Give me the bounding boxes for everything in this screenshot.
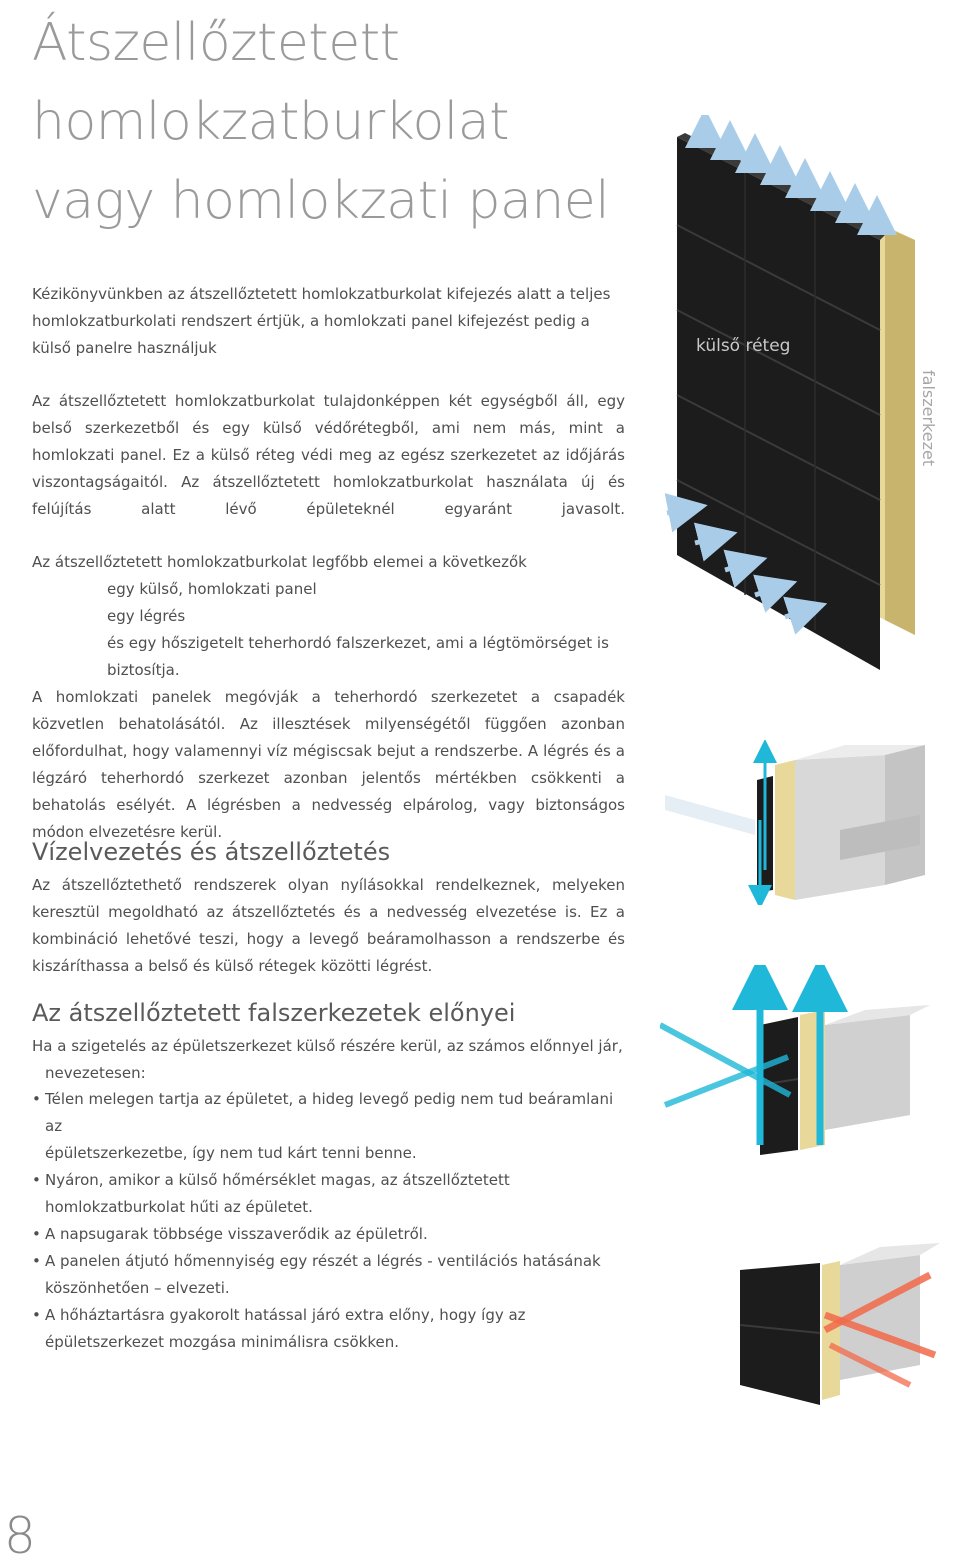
benefit-line: • A napsugarak többsége visszaverődik az épületről. (45, 1225, 428, 1243)
label-wall-frame: falszerkezet (919, 370, 938, 467)
facade-panel (740, 1263, 820, 1405)
element-item: és egy hőszigetelt teherhordó falszerkezet, ami a légtömörséget is (107, 634, 609, 652)
protection-paragraph: A homlokzati panelek megóvják a teherhordó szerkezetet a csapadék közvetlen behatolásától. Az illesztések milyenségétől függően azonban előfordulhat, hogy valamennyi víz mégiscsak bejut a rendszerbe. A légrés és a légzáró teherhordó szerkezet azonban jelentős mértékben csökkenti a behatolás esélyét. A légrésben a nedvesség elpárolog, vagy biztonságos módon elvezetésre kerül. (32, 688, 625, 841)
intro-line: külső panelre használjuk (32, 339, 217, 357)
section-heading-benefits: Az átszellőztetett falszerkezetek előnyei (32, 999, 516, 1027)
benefits-intro-line: Ha a szigetelés az épületszerkezet külső részére kerül, az számos előnnyel jár, (32, 1037, 623, 1055)
intro-paragraph (32, 281, 625, 362)
drainage-paragraph: Az átszellőztethető rendszerek olyan nyílásokkal rendelkeznek, melyeken keresztül megoldható az átszellőztetés és a nedvesség elvezetése is. Ez a kombináció lehetővé teszi, hogy a levegő beáramolhasson a rendszerbe és kiszáríthassa a belső és külső rétegek közötti légrést. (32, 876, 625, 975)
title-line: Átszellőztetett (32, 13, 400, 73)
section-heading-drainage: Vízelvezetés és átszellőztetés (32, 838, 391, 866)
air-flow-band (665, 795, 755, 835)
benefit-line: épületszerkezet mozgása minimálisra csökken. (45, 1333, 400, 1351)
structure-paragraph: Az átszellőztetett homlokzatburkolat tulajdonképpen két egységből áll, egy belső szerkezetből és egy külső védőrétegből, ami nem más, mint a homlokzati panel. Ez a külső réteg védi meg az egész szerkezetet az időjárás viszontagságaitól. Az átszellőztetett homlokzatburkolat használata új és felújítás alatt lévő épületeknél egyaránt javasolt. (32, 392, 625, 518)
title-line: homlokzatburkolat (32, 92, 509, 152)
concrete-wall (825, 1015, 910, 1130)
element-item: egy külső, homlokzati panel (107, 580, 317, 598)
insulation-edge (885, 227, 915, 635)
benefit-line: • A panelen átjutó hőmennyiség egy részét a légrés - ventilációs hatásának (45, 1252, 601, 1270)
page-title (32, 4, 652, 241)
drainage-illustration (665, 740, 925, 905)
benefits-intro-line: nevezetesen: (45, 1064, 146, 1082)
benefit-line: • A hőháztartásra gyakorolt hatással járó extra előny, hogy így az (45, 1306, 526, 1324)
elements-list (32, 549, 625, 684)
benefits-intro (32, 1033, 625, 1087)
title-line: vagy homlokzati panel (32, 171, 610, 231)
facade-panel-illustration (655, 115, 955, 685)
benefit-line: • Nyáron, amikor a külső hőmérséklet magas, az átszellőztetett (45, 1171, 510, 1189)
winter-illustration (660, 965, 930, 1155)
benefit-item (32, 1086, 632, 1167)
intro-line: Kézikönyvünkben az átszellőztetett homlokzatburkolat kifejezés alatt a teljes (32, 285, 611, 303)
benefit-item (32, 1302, 632, 1356)
intro-line: homlokzatburkolati rendszert értjük, a homlokzati panel kifejezést pedig a (32, 312, 590, 330)
elements-intro: Az átszellőztetett homlokzatburkolat legfőbb elemei a következők (32, 553, 527, 571)
page-number: 8 (4, 1507, 36, 1565)
element-item: egy légrés (107, 607, 186, 625)
benefits-list (32, 1086, 632, 1356)
label-outer-layer: külső réteg (696, 336, 791, 356)
benefit-item (32, 1248, 632, 1302)
summer-illustration (730, 1235, 940, 1410)
benefit-line: homlokzatburkolat hűti az épületet. (45, 1198, 313, 1216)
benefit-line: • Télen melegen tartja az épületet, a hideg levegő pedig nem tud beáramlani az (45, 1090, 614, 1135)
benefit-item (32, 1167, 632, 1221)
benefit-line: épületszerkezetbe, így nem tud kárt tenni benne. (45, 1144, 417, 1162)
concrete-wall-side (885, 745, 925, 885)
element-item: biztosítja. (107, 661, 180, 679)
benefit-line: köszönhetően – elvezeti. (45, 1279, 230, 1297)
benefit-item (32, 1221, 632, 1248)
insulation-layer (775, 760, 795, 900)
